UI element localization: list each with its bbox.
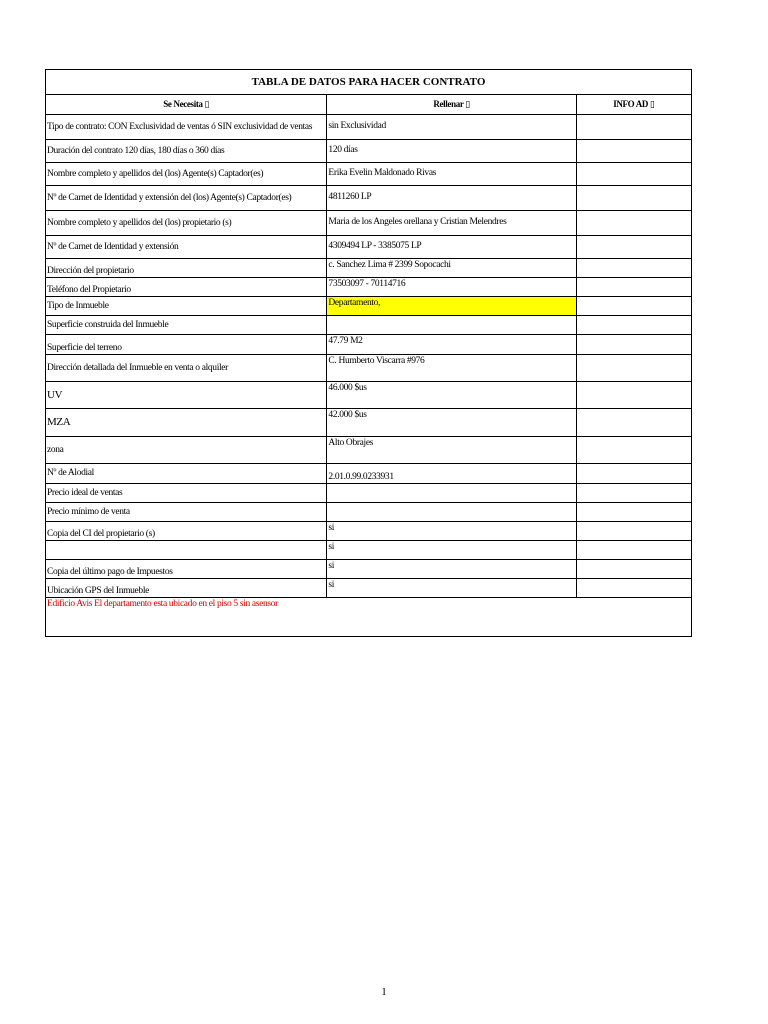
- table-row: [46, 484, 692, 503]
- row-value: [327, 484, 576, 503]
- row-value: si: [327, 541, 576, 560]
- row-info: [576, 115, 691, 140]
- header-row: [46, 95, 692, 115]
- row-value: 47.79 M2: [327, 335, 576, 355]
- row-info: [576, 579, 691, 598]
- row-info: [576, 163, 691, 186]
- row-value: 4811260 LP: [327, 186, 576, 211]
- row-value: 4309494 LP - 3385075 LP: [327, 236, 576, 259]
- row-label: Nº de Alodial: [46, 464, 327, 484]
- row-label: Dirección detallada del Inmueble en venta o alquiler: [46, 355, 327, 382]
- row-label: [46, 541, 327, 560]
- row-label: Copia del CI del propietario (s): [46, 522, 327, 541]
- table-row: [46, 409, 692, 437]
- row-value: 73503097 - 70114716: [327, 278, 576, 297]
- row-value: 42.000 $us: [327, 409, 576, 437]
- table-row: [46, 186, 692, 211]
- row-info: [576, 211, 691, 236]
- table-row: [46, 382, 692, 409]
- row-label: Nº de Carnet de Identidad y extensión: [46, 236, 327, 259]
- row-value: [327, 316, 576, 335]
- row-info: [576, 382, 691, 409]
- contract-data-sheet: [45, 69, 692, 637]
- row-label: Ubicación GPS del Inmueble: [46, 579, 327, 598]
- row-value: sin Exclusividad: [327, 115, 576, 140]
- row-value: Alto Obrajes: [327, 437, 576, 464]
- table-row: [46, 579, 692, 598]
- table-row: [46, 522, 692, 541]
- row-label: UV: [46, 382, 327, 409]
- row-value-highlighted: Departamento,: [327, 297, 576, 316]
- row-value: Erika Evelin Maldonado Rivas: [327, 163, 576, 186]
- table-title: TABLA DE DATOS PARA HACER CONTRATO: [46, 70, 692, 95]
- row-label: Precio ideal de ventas: [46, 484, 327, 503]
- row-info: [576, 409, 691, 437]
- table-row: [46, 278, 692, 297]
- header-rellenar: Rellenar ▯: [327, 95, 576, 115]
- row-label: MZA: [46, 409, 327, 437]
- row-label: Teléfono del Propietario: [46, 278, 327, 297]
- row-info: [576, 484, 691, 503]
- table-row: [46, 335, 692, 355]
- table-row: [46, 163, 692, 186]
- row-info: [576, 541, 691, 560]
- table-row: [46, 541, 692, 560]
- contract-data-table: [45, 69, 692, 637]
- table-row: [46, 259, 692, 278]
- title-row: [46, 70, 692, 95]
- row-info: [576, 186, 691, 211]
- row-label: Tipo de Inmueble: [46, 297, 327, 316]
- table-row: [46, 140, 692, 163]
- row-label: Precio mínimo de venta: [46, 503, 327, 522]
- row-info: [576, 236, 691, 259]
- row-info: [576, 503, 691, 522]
- table-row: [46, 236, 692, 259]
- row-value: si: [327, 522, 576, 541]
- row-label: Dirección del propietario: [46, 259, 327, 278]
- row-label: Nombre completo y apellidos del (los) propietario (s): [46, 211, 327, 236]
- row-value: C. Humberto Viscarra #976: [327, 355, 576, 382]
- page-number: 1: [381, 986, 387, 998]
- row-info: [576, 259, 691, 278]
- building-note: Edificio Avis El departamento esta ubicado en el piso 5 sin asensor: [46, 598, 692, 637]
- row-value: [327, 503, 576, 522]
- row-label: zona: [46, 437, 327, 464]
- row-info: [576, 355, 691, 382]
- row-label: Superficie del terreno: [46, 335, 327, 355]
- row-info: [576, 140, 691, 163]
- row-info: [576, 464, 691, 484]
- header-info-ad: INFO AD ▯: [576, 95, 691, 115]
- row-info: [576, 335, 691, 355]
- table-row: [46, 560, 692, 579]
- row-info: [576, 437, 691, 464]
- row-value: Maria de los Angeles orellana y Cristian Melendres: [327, 211, 576, 236]
- row-value: 46.000 $us: [327, 382, 576, 409]
- row-label: Duración del contrato 120 días, 180 días o 360 días: [46, 140, 327, 163]
- table-row: [46, 355, 692, 382]
- row-value: 2.01.0.99.0233931: [327, 464, 576, 484]
- row-info: [576, 316, 691, 335]
- table-row: [46, 316, 692, 335]
- row-label: Tipo de contrato: CON Exclusividad de ventas ó SIN exclusividad de ventas: [46, 115, 327, 140]
- table-row: [46, 464, 692, 484]
- table-row: [46, 503, 692, 522]
- row-value: si: [327, 579, 576, 598]
- row-info: [576, 522, 691, 541]
- header-se-necesita: Se Necesita ▯: [46, 95, 327, 115]
- row-label: Superficie construida del Inmueble: [46, 316, 327, 335]
- row-value: si: [327, 560, 576, 579]
- row-info: [576, 278, 691, 297]
- table-row: [46, 437, 692, 464]
- row-label: Nº de Carnet de Identidad y extensión del (los) Agente(s) Captador(es): [46, 186, 327, 211]
- table-row: [46, 297, 692, 316]
- row-label: Copia del último pago de Impuestos: [46, 560, 327, 579]
- row-label: Nombre completo y apellidos del (los) Agente(s) Captador(es): [46, 163, 327, 186]
- table-row: [46, 211, 692, 236]
- note-row: [46, 598, 692, 637]
- row-value: 120 días: [327, 140, 576, 163]
- table-row: [46, 115, 692, 140]
- row-info: [576, 560, 691, 579]
- row-value: c. Sanchez Lima # 2399 Sopocachi: [327, 259, 576, 278]
- row-info: [576, 297, 691, 316]
